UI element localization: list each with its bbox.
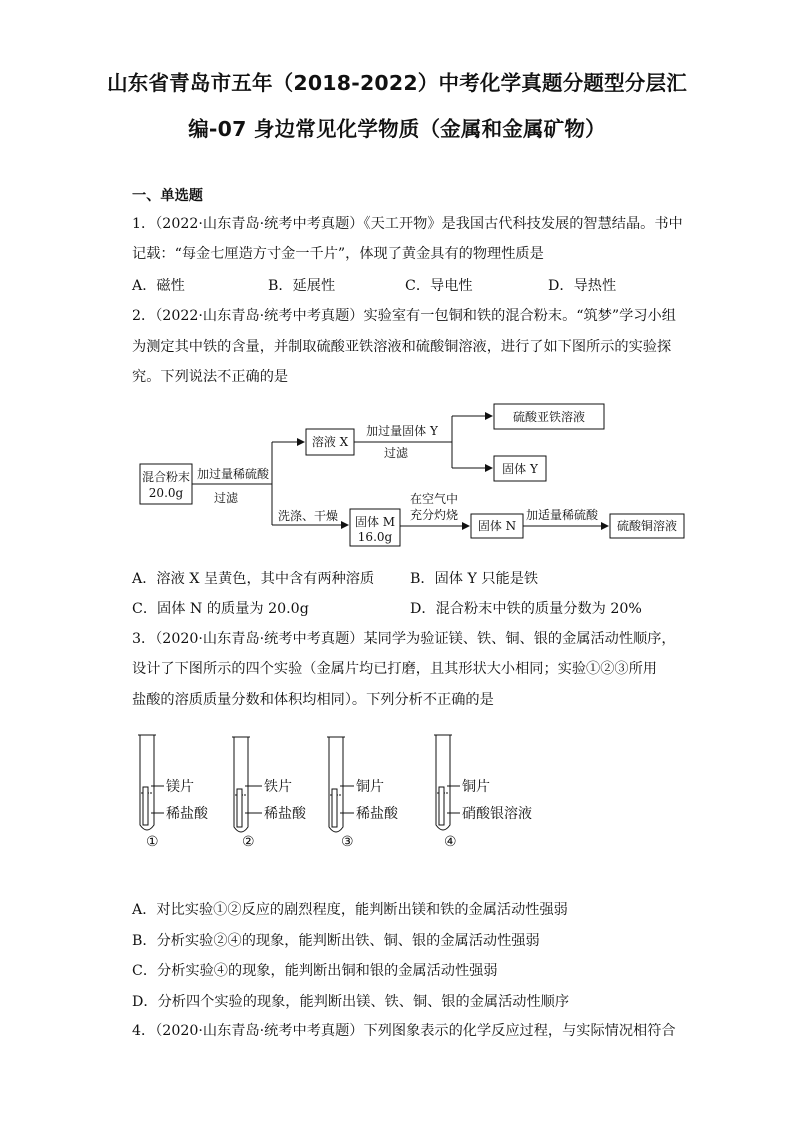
- step1-reagent: 加过量稀硫酸: [196, 467, 270, 481]
- tube1-metal-label: 镁片: [166, 779, 194, 795]
- burn-label-line1: 在空气中: [409, 492, 459, 506]
- tube3-number: ③: [341, 834, 354, 850]
- burn-label-line2: 充分灼烧: [409, 508, 459, 522]
- q2-option-b: B．固体 Y 只能是铁: [410, 571, 539, 587]
- q1-option-d: D．导热性: [548, 278, 617, 294]
- section-heading: 一、单选题: [132, 188, 203, 204]
- test-tube-2: [232, 737, 262, 832]
- q3-test-tubes-figure: [0, 725, 794, 860]
- tube1-liquid-label: 稀盐酸: [166, 806, 208, 822]
- tube3-metal-label: 铜片: [356, 779, 384, 795]
- tube3-liquid-label: 稀盐酸: [356, 806, 398, 822]
- cuso4-label: 硫酸铜溶液: [616, 519, 678, 533]
- tube4-metal-label: 铜片: [462, 779, 490, 795]
- step2-reagent: 加过量固体 Y: [366, 424, 438, 438]
- tube1-number: ①: [146, 834, 159, 850]
- tube4-number: ④: [444, 834, 457, 850]
- q2-stem-line2: 为测定其中铁的含量，并制取硫酸亚铁溶液和硫酸铜溶液，进行了如下图所示的实验探: [132, 339, 672, 355]
- q3-option-d: D．分析四个实验的现象，能判断出镁、铁、铜、银的金属活动性顺序: [132, 994, 570, 1010]
- document-title-line1: 山东省青岛市五年（2018-2022）中考化学真题分题型分层汇: [107, 71, 687, 95]
- solid-m-mass: 16.0g: [357, 530, 393, 544]
- q2-option-a: A．溶液 X 呈黄色，其中含有两种溶质: [132, 571, 375, 587]
- mixture-mass: 20.0g: [148, 486, 184, 500]
- q2-option-c: C．固体 N 的质量为 20.0g: [132, 601, 309, 617]
- q3-stem-line1: 3．（2020·山东青岛·统考中考真题）某同学为验证镁、铁、铜、银的金属活动性顺序，: [132, 631, 676, 647]
- tube4-liquid-label: 硝酸银溶液: [462, 806, 532, 822]
- solid-n-label: 固体 N: [477, 519, 517, 533]
- q1-option-c: C．导电性: [405, 278, 473, 294]
- mixture-label: 混合粉末: [141, 470, 191, 484]
- q1-option-a: A．磁性: [132, 278, 185, 294]
- q3-stem-line2: 设计了下图所示的四个实验（金属片均已打磨，且其形状大小相同；实验①②③所用: [132, 661, 657, 677]
- q2-flow-diagram: [0, 395, 794, 555]
- feso4-label: 硫酸亚铁溶液: [512, 410, 586, 424]
- q3-option-a: A．对比实验①②反应的剧烈程度，能判断出镁和铁的金属活动性强弱: [132, 902, 568, 918]
- step1-filter: 过滤: [213, 491, 239, 505]
- step2-filter: 过滤: [383, 446, 409, 460]
- solid-m-label: 固体 M: [354, 515, 396, 529]
- q4-stem-line1: 4．（2020·山东青岛·统考中考真题）下列图象表示的化学反应过程，与实际情况相符合: [132, 1023, 676, 1039]
- tube2-number: ②: [242, 834, 255, 850]
- test-tube-3: [327, 737, 354, 832]
- test-tube-4: [434, 735, 460, 830]
- document-title-line2: 编-07 身边常见化学物质（金属和金属矿物）: [188, 117, 606, 141]
- tube2-liquid-label: 稀盐酸: [264, 806, 306, 822]
- test-tube-1: [138, 735, 164, 830]
- q2-option-d: D．混合粉末中铁的质量分数为 20%: [410, 601, 642, 617]
- q2-stem-line1: 2．（2022·山东青岛·统考中考真题）实验室有一包铜和铁的混合粉末。“筑梦”学习小组: [132, 308, 676, 324]
- q1-option-b: B．延展性: [268, 278, 336, 294]
- tube2-metal-label: 铁片: [264, 779, 292, 795]
- q3-stem-line3: 盐酸的溶质质量分数和体积均相同）。下列分析不正确的是: [132, 692, 494, 708]
- solid-y-label: 固体 Y: [502, 462, 538, 476]
- solution-x-label: 溶液 X: [311, 435, 349, 449]
- q1-stem-line1: 1．（2022·山东青岛·统考中考真题）《天工开物》是我国古代科技发展的智慧结晶。书中: [132, 216, 683, 232]
- wash-dry-label: 洗涤、干燥: [277, 509, 339, 523]
- q1-stem-line2: 记载：“每金七厘造方寸金一千片”，体现了黄金具有的物理性质是: [132, 246, 544, 262]
- q3-option-b: B．分析实验②④的现象，能判断出铁、铜、银的金属活动性强弱: [132, 933, 540, 949]
- q2-stem-line3: 究。下列说法不正确的是: [132, 369, 289, 385]
- step3-reagent: 加适量稀硫酸: [525, 508, 599, 522]
- q3-option-c: C．分析实验④的现象，能判断出铜和银的金属活动性强弱: [132, 963, 498, 979]
